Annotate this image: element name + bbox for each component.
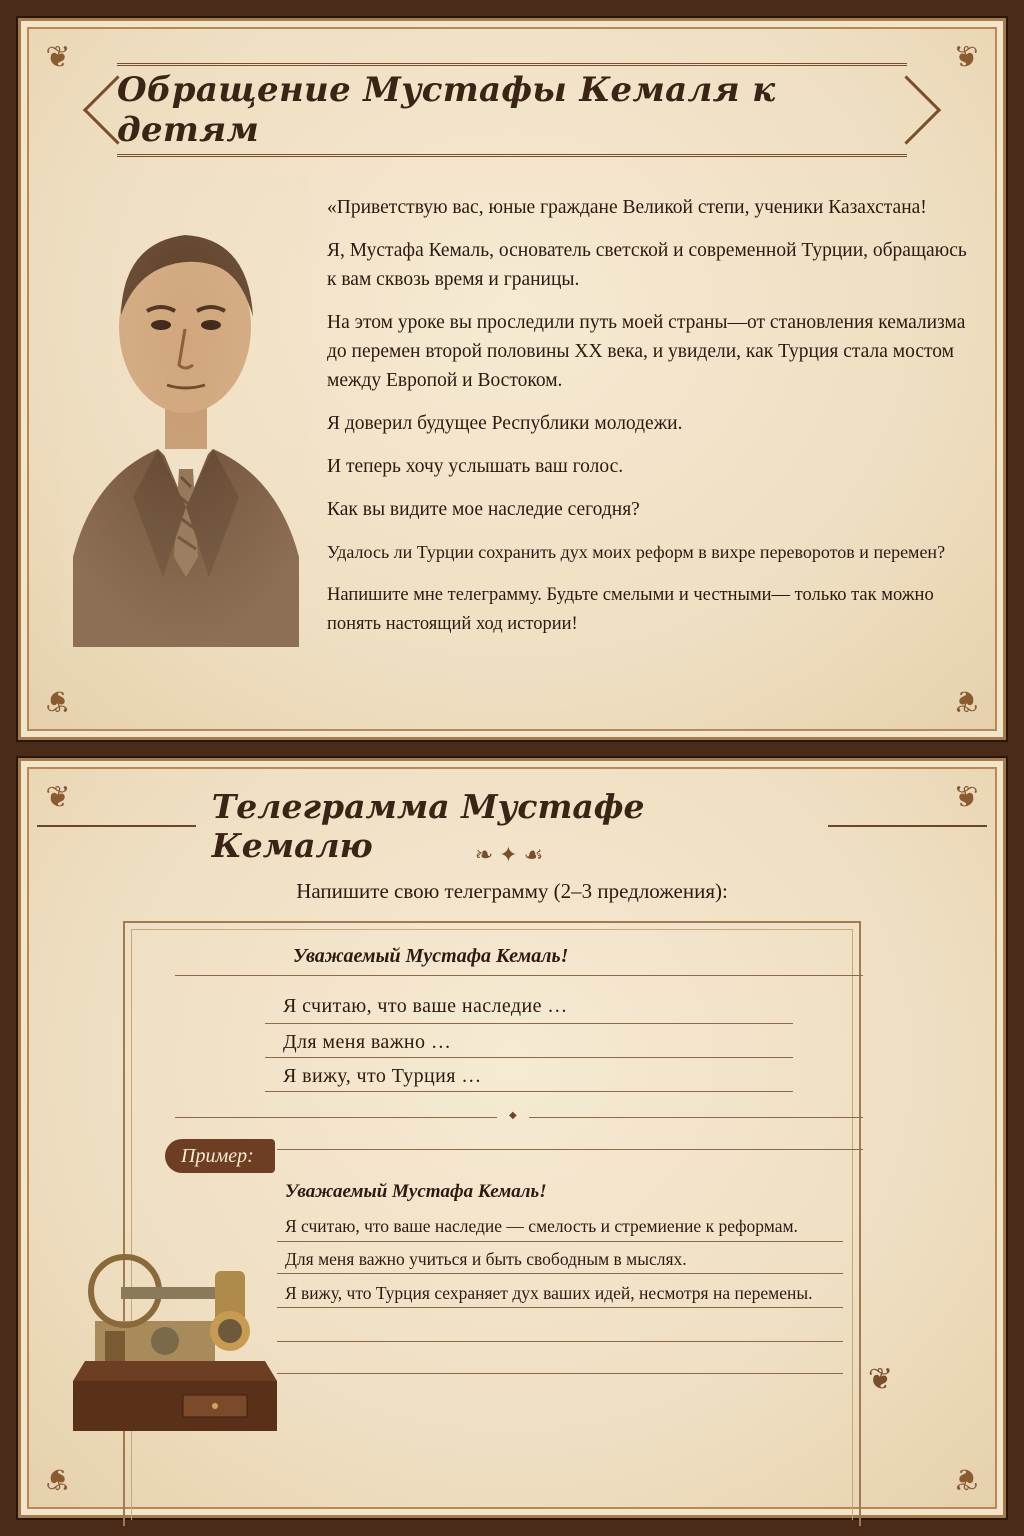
telegram-title: Телеграмма Мустафе Кемалю bbox=[211, 787, 645, 865]
title-banner bbox=[117, 63, 907, 157]
write-line[interactable] bbox=[529, 1117, 863, 1118]
divider bbox=[37, 825, 196, 827]
corner-ornament-icon: ❦ bbox=[953, 683, 979, 718]
diamond-icon: ◆ bbox=[509, 1110, 517, 1121]
letter-paragraph: Я доверил будущее Республики молодежи. bbox=[327, 413, 683, 434]
prompt-legacy: Я считаю, что ваше наследие … bbox=[283, 995, 568, 1017]
letter-text bbox=[327, 193, 967, 653]
instruction-text: Напишите свою телеграмму (2–3 предложения): bbox=[296, 879, 728, 903]
portrait-icon bbox=[63, 177, 309, 647]
write-line[interactable] bbox=[175, 1117, 497, 1118]
corner-ornament-icon: ❦ bbox=[953, 1461, 979, 1496]
prompt-important: Для меня важно … bbox=[283, 1031, 452, 1053]
telegraph-icon bbox=[65, 1231, 289, 1441]
salutation-label: Уважаемый Мустафа Кемаль! bbox=[293, 945, 569, 967]
example-rule bbox=[277, 1241, 843, 1242]
corner-ornament-icon: ❦ bbox=[45, 683, 71, 718]
write-line[interactable] bbox=[265, 1023, 793, 1024]
letter-paragraph: Напишите мне телеграмму. Будьте смелыми и честными— только так можно понять настоящий ход истории! bbox=[327, 585, 934, 634]
letter-paragraph: На этом уроке вы проследили путь моей страны—от становления кемализма до перемен второй половины XX века, и увидели, как Турция стала мостом между Европой и Востоком. bbox=[327, 312, 966, 391]
letter-paragraph: И теперь хочу услышать ваш голос. bbox=[327, 456, 624, 477]
telegraph-illustration bbox=[65, 1231, 289, 1441]
example-line: Я вижу, что Турция сехраняет дух ваших идей, несмотря на перемены. bbox=[285, 1283, 813, 1303]
letter-paragraph: Я, Мустафа Кемаль, основатель светской и современной Турции, обращаюсь к вам сквозь время и границы. bbox=[327, 240, 967, 290]
corner-ornament-icon: ❦ bbox=[953, 780, 979, 815]
corner-ornament-icon: ❦ bbox=[45, 780, 71, 815]
example-line: Я считаю, что ваше наследие — смелость и стремиение к реформам. bbox=[285, 1216, 798, 1236]
corner-ornament-icon: ❦ bbox=[953, 40, 979, 75]
telegram-panel bbox=[18, 758, 1006, 1518]
flourish-ornament-icon: ❦ bbox=[867, 1362, 893, 1397]
example-salutation: Уважаемый Мустафа Кемаль! bbox=[285, 1181, 547, 1202]
write-line bbox=[277, 1149, 863, 1150]
example-rule bbox=[277, 1273, 843, 1274]
letter-paragraph: «Приветствую вас, юные граждане Великой степи, ученики Казахстана! bbox=[327, 197, 927, 218]
divider bbox=[828, 825, 987, 827]
prompt-turkey: Я вижу, что Турция … bbox=[283, 1065, 482, 1087]
example-rule bbox=[277, 1307, 843, 1308]
letter-paragraph: Удалось ли Турции сохранить дух моих реформ в вихре переворотов и перемен? bbox=[327, 542, 946, 562]
portrait-illustration bbox=[63, 177, 309, 647]
example-rule bbox=[277, 1373, 843, 1374]
example-rule bbox=[277, 1341, 843, 1342]
write-line[interactable] bbox=[265, 1091, 793, 1092]
corner-ornament-icon: ❦ bbox=[45, 1461, 71, 1496]
write-line[interactable] bbox=[175, 975, 863, 976]
example-badge: Пример: bbox=[165, 1139, 275, 1173]
flourish-icon: ❧✦☙ bbox=[474, 843, 550, 868]
address-panel bbox=[18, 18, 1006, 740]
page-title: Обращение Мустафы Кемаля к детям bbox=[117, 70, 776, 150]
corner-ornament-icon: ❦ bbox=[45, 40, 71, 75]
write-line[interactable] bbox=[265, 1057, 793, 1058]
example-line: Для меня важно учиться и быть свободным в мыслях. bbox=[285, 1249, 687, 1269]
letter-paragraph: Как вы видите мое наследие сегодня? bbox=[327, 499, 640, 520]
